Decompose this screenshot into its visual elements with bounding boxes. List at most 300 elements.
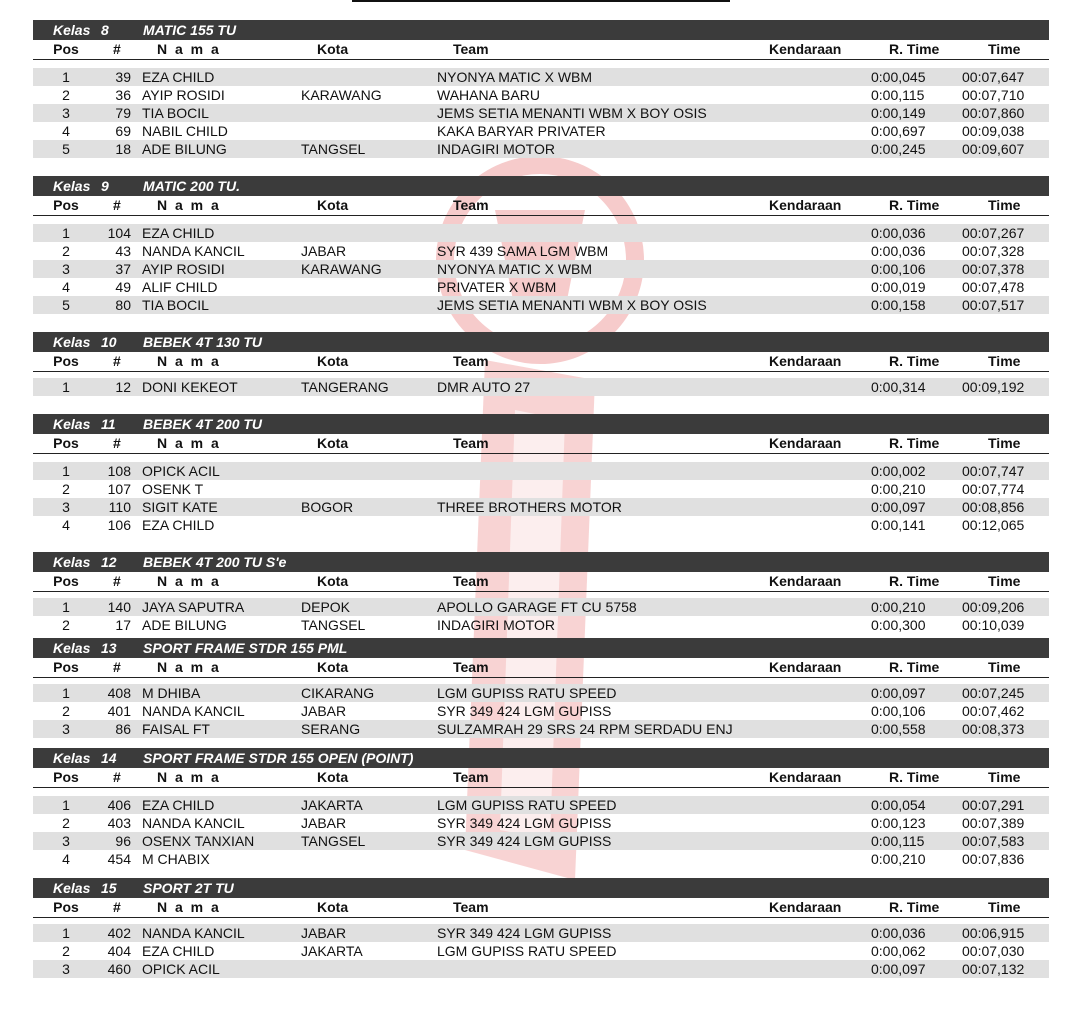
row-pos: 4 — [62, 279, 70, 295]
row-kota: TANGSEL — [301, 141, 366, 157]
results-document — [33, 20, 1049, 978]
row-team: THREE BROTHERS MOTOR — [437, 499, 622, 515]
row-team: LGM GUPISS RATU SPEED — [437, 943, 617, 959]
row-pos: 1 — [62, 463, 70, 479]
row-number: 460 — [107, 961, 131, 977]
row-time: 00:07,774 — [962, 481, 1025, 497]
class-label: Kelas — [53, 416, 91, 432]
table-row — [33, 296, 1049, 314]
column-header-row — [33, 196, 1049, 216]
row-team: LGM GUPISS RATU SPEED — [437, 685, 617, 701]
row-kota: JABAR — [301, 243, 347, 259]
row-team: DMR AUTO 27 — [437, 379, 531, 395]
row-time: 00:07,291 — [962, 797, 1025, 813]
header-kota: Kota — [317, 659, 349, 675]
row-number: 17 — [115, 617, 131, 633]
row-number: 140 — [107, 599, 131, 615]
header-pos: Pos — [53, 899, 79, 915]
class-block — [33, 176, 1049, 314]
header-team: Team — [453, 435, 489, 451]
header-team: Team — [453, 899, 489, 915]
header-nama: N a m a — [157, 659, 221, 675]
table-row — [33, 278, 1049, 296]
row-team: JEMS SETIA MENANTI WBM X BOY OSIS — [437, 105, 707, 121]
table-row — [33, 242, 1049, 260]
class-label: Kelas — [53, 178, 91, 194]
header-kota: Kota — [317, 353, 349, 369]
row-pos: 4 — [62, 517, 70, 533]
row-reaction-time: 0:00,210 — [871, 599, 926, 615]
row-reaction-time: 0:00,097 — [871, 685, 926, 701]
class-header-bar — [33, 176, 1049, 196]
table-row — [33, 122, 1049, 140]
row-kota: JABAR — [301, 815, 347, 831]
row-time: 00:10,039 — [962, 617, 1025, 633]
result-rows — [33, 216, 1049, 314]
row-time: 00:06,915 — [962, 925, 1025, 941]
table-row — [33, 924, 1049, 942]
class-header-bar — [33, 878, 1049, 898]
table-row — [33, 702, 1049, 720]
row-time: 00:07,389 — [962, 815, 1025, 831]
header-kendaraan: Kendaraan — [769, 659, 842, 675]
column-header-row — [33, 352, 1049, 372]
header-time: Time — [988, 435, 1021, 451]
header-team: Team — [453, 41, 489, 57]
header-kota: Kota — [317, 41, 349, 57]
row-pos: 1 — [62, 69, 70, 85]
row-nama: FAISAL FT — [142, 721, 210, 737]
result-rows — [33, 678, 1049, 738]
table-row — [33, 598, 1049, 616]
table-row — [33, 68, 1049, 86]
header-number: # — [113, 353, 121, 369]
row-kota: DEPOK — [301, 599, 351, 615]
class-title: SPORT FRAME STDR 155 PML — [143, 640, 348, 656]
row-nama: EZA CHILD — [142, 225, 215, 241]
row-kota: BOGOR — [301, 499, 354, 515]
class-header-bar — [33, 332, 1049, 352]
class-number: 9 — [101, 178, 109, 194]
class-title: SPORT FRAME STDR 155 OPEN (POINT) — [143, 750, 414, 766]
row-reaction-time: 0:00,002 — [871, 463, 926, 479]
table-row — [33, 814, 1049, 832]
class-block — [33, 552, 1049, 634]
row-number: 39 — [115, 69, 131, 85]
row-reaction-time: 0:00,115 — [871, 87, 925, 103]
result-rows — [33, 788, 1049, 868]
header-number: # — [113, 899, 121, 915]
header-reaction-time: R. Time — [889, 41, 940, 57]
row-time: 00:07,583 — [962, 833, 1025, 849]
header-kendaraan: Kendaraan — [769, 573, 842, 589]
column-header-row — [33, 768, 1049, 788]
row-team: NYONYA MATIC X WBM — [437, 69, 593, 85]
class-number: 12 — [101, 554, 117, 570]
row-pos: 1 — [62, 379, 70, 395]
header-kota: Kota — [317, 769, 349, 785]
row-pos: 1 — [62, 925, 70, 941]
class-label: Kelas — [53, 750, 91, 766]
header-nama: N a m a — [157, 769, 221, 785]
row-pos: 5 — [62, 297, 70, 313]
row-time: 00:07,267 — [962, 225, 1025, 241]
header-reaction-time: R. Time — [889, 899, 940, 915]
row-pos: 4 — [62, 123, 70, 139]
row-time: 00:08,373 — [962, 721, 1025, 737]
header-time: Time — [988, 769, 1021, 785]
row-team: SYR 439 SAMA LGM WBM — [437, 243, 609, 259]
row-reaction-time: 0:00,036 — [871, 243, 926, 259]
header-pos: Pos — [53, 659, 79, 675]
row-time: 00:09,038 — [962, 123, 1025, 139]
header-pos: Pos — [53, 353, 79, 369]
row-number: 106 — [107, 517, 131, 533]
header-time: Time — [988, 659, 1021, 675]
row-number: 49 — [115, 279, 131, 295]
row-number: 79 — [115, 105, 131, 121]
header-number: # — [113, 435, 121, 451]
row-pos: 1 — [62, 599, 70, 615]
header-kota: Kota — [317, 573, 349, 589]
row-nama: M CHABIX — [142, 851, 210, 867]
header-team: Team — [453, 197, 489, 213]
row-reaction-time: 0:00,123 — [871, 815, 926, 831]
row-team: NYONYA MATIC X WBM — [437, 261, 593, 277]
row-nama: ADE BILUNG — [142, 617, 227, 633]
class-header-bar — [33, 414, 1049, 434]
result-rows — [33, 454, 1049, 534]
class-number: 8 — [101, 22, 109, 38]
row-team: SYR 349 424 LGM GUPISS — [437, 925, 612, 941]
header-number: # — [113, 573, 121, 589]
row-time: 00:07,378 — [962, 261, 1025, 277]
table-row — [33, 140, 1049, 158]
row-reaction-time: 0:00,314 — [871, 379, 926, 395]
class-block — [33, 20, 1049, 158]
row-reaction-time: 0:00,558 — [871, 721, 926, 737]
row-kota: JAKARTA — [301, 797, 363, 813]
header-team: Team — [453, 659, 489, 675]
row-reaction-time: 0:00,019 — [871, 279, 926, 295]
row-time: 00:07,747 — [962, 463, 1025, 479]
row-reaction-time: 0:00,097 — [871, 499, 926, 515]
row-pos: 2 — [62, 617, 70, 633]
row-reaction-time: 0:00,149 — [871, 105, 926, 121]
row-nama: OPICK ACIL — [142, 961, 220, 977]
header-reaction-time: R. Time — [889, 353, 940, 369]
row-nama: AYIP ROSIDI — [142, 87, 225, 103]
header-reaction-time: R. Time — [889, 659, 940, 675]
row-time: 00:08,856 — [962, 499, 1025, 515]
row-number: 12 — [115, 379, 131, 395]
row-nama: DONI KEKEOT — [142, 379, 238, 395]
table-row — [33, 104, 1049, 122]
row-reaction-time: 0:00,210 — [871, 481, 926, 497]
row-time: 00:12,065 — [962, 517, 1025, 533]
result-rows — [33, 592, 1049, 634]
row-number: 408 — [107, 685, 131, 701]
row-time: 00:09,206 — [962, 599, 1025, 615]
row-nama: NANDA KANCIL — [142, 815, 245, 831]
column-header-row — [33, 658, 1049, 678]
row-team: INDAGIRI MOTOR — [437, 141, 555, 157]
header-reaction-time: R. Time — [889, 197, 940, 213]
row-nama: M DHIBA — [142, 685, 201, 701]
row-nama: JAYA SAPUTRA — [142, 599, 245, 615]
row-kota: JABAR — [301, 703, 347, 719]
row-reaction-time: 0:00,141 — [871, 517, 926, 533]
header-number: # — [113, 41, 121, 57]
row-team: APOLLO GARAGE FT CU 5758 — [437, 599, 637, 615]
row-number: 401 — [107, 703, 131, 719]
table-row — [33, 462, 1049, 480]
row-time: 00:07,245 — [962, 685, 1025, 701]
row-pos: 3 — [62, 961, 70, 977]
row-nama: EZA CHILD — [142, 517, 215, 533]
table-row — [33, 960, 1049, 978]
header-time: Time — [988, 353, 1021, 369]
row-reaction-time: 0:00,300 — [871, 617, 926, 633]
class-title: MATIC 155 TU — [143, 22, 237, 38]
table-row — [33, 480, 1049, 498]
row-kota: SERANG — [301, 721, 361, 737]
class-number: 15 — [101, 880, 117, 896]
row-time: 00:07,030 — [962, 943, 1025, 959]
row-reaction-time: 0:00,245 — [871, 141, 926, 157]
header-time: Time — [988, 573, 1021, 589]
row-pos: 2 — [62, 481, 70, 497]
row-kota: KARAWANG — [301, 261, 382, 277]
header-pos: Pos — [53, 41, 79, 57]
header-nama: N a m a — [157, 353, 221, 369]
row-time: 00:07,860 — [962, 105, 1025, 121]
header-team: Team — [453, 353, 489, 369]
result-rows — [33, 60, 1049, 158]
header-kota: Kota — [317, 899, 349, 915]
row-kota: JAKARTA — [301, 943, 363, 959]
row-number: 96 — [115, 833, 131, 849]
row-number: 104 — [107, 225, 131, 241]
table-row — [33, 260, 1049, 278]
column-header-row — [33, 898, 1049, 918]
row-reaction-time: 0:00,097 — [871, 961, 926, 977]
class-number: 11 — [101, 416, 116, 432]
header-nama: N a m a — [157, 899, 221, 915]
row-number: 110 — [108, 499, 131, 515]
row-pos: 3 — [62, 721, 70, 737]
row-team: SYR 349 424 LGM GUPISS — [437, 703, 612, 719]
row-team: SULZAMRAH 29 SRS 24 RPM SERDADU ENJ — [437, 721, 733, 737]
row-team: PRIVATER X WBM — [437, 279, 557, 295]
row-pos: 2 — [62, 703, 70, 719]
class-label: Kelas — [53, 22, 91, 38]
column-header-row — [33, 434, 1049, 454]
header-kota: Kota — [317, 435, 349, 451]
row-number: 454 — [107, 851, 131, 867]
header-nama: N a m a — [157, 197, 221, 213]
table-row — [33, 684, 1049, 702]
class-header-bar — [33, 20, 1049, 40]
result-rows — [33, 372, 1049, 396]
row-nama: OSENX TANXIAN — [142, 833, 255, 849]
row-nama: OPICK ACIL — [142, 463, 220, 479]
row-number: 43 — [115, 243, 131, 259]
row-pos: 3 — [62, 499, 70, 515]
header-time: Time — [988, 197, 1021, 213]
row-pos: 3 — [62, 261, 70, 277]
class-number: 13 — [101, 640, 117, 656]
class-title: BEBEK 4T 200 TU S'e — [143, 554, 287, 570]
row-nama: NANDA KANCIL — [142, 925, 245, 941]
class-block — [33, 332, 1049, 396]
class-block — [33, 414, 1049, 534]
class-title: BEBEK 4T 130 TU — [143, 334, 263, 350]
row-number: 69 — [115, 123, 131, 139]
column-header-row — [33, 40, 1049, 60]
row-reaction-time: 0:00,115 — [871, 833, 925, 849]
row-team: WAHANA BARU — [437, 87, 540, 103]
row-pos: 1 — [62, 225, 70, 241]
row-team: LGM GUPISS RATU SPEED — [437, 797, 617, 813]
row-number: 108 — [107, 463, 131, 479]
row-reaction-time: 0:00,054 — [871, 797, 926, 813]
row-number: 406 — [107, 797, 131, 813]
row-nama: AYIP ROSIDI — [142, 261, 225, 277]
header-team: Team — [453, 769, 489, 785]
table-row — [33, 796, 1049, 814]
class-label: Kelas — [53, 334, 91, 350]
header-number: # — [113, 769, 121, 785]
row-time: 00:07,462 — [962, 703, 1025, 719]
row-kota: JABAR — [301, 925, 347, 941]
table-row — [33, 516, 1049, 534]
class-header-bar — [33, 748, 1049, 768]
row-time: 00:07,710 — [962, 87, 1025, 103]
table-row — [33, 850, 1049, 868]
row-nama: NANDA KANCIL — [142, 703, 245, 719]
table-row — [33, 942, 1049, 960]
table-row — [33, 378, 1049, 396]
row-pos: 1 — [62, 797, 70, 813]
row-reaction-time: 0:00,158 — [871, 297, 926, 313]
row-pos: 2 — [62, 815, 70, 831]
row-nama: TIA BOCIL — [142, 105, 209, 121]
row-number: 402 — [107, 925, 131, 941]
top-rule — [352, 0, 730, 2]
row-number: 80 — [115, 297, 131, 313]
row-time: 00:07,328 — [962, 243, 1025, 259]
class-block — [33, 638, 1049, 738]
table-row — [33, 832, 1049, 850]
row-kota: TANGSEL — [301, 617, 366, 633]
header-pos: Pos — [53, 435, 79, 451]
class-label: Kelas — [53, 640, 91, 656]
table-row — [33, 86, 1049, 104]
row-number: 107 — [107, 481, 131, 497]
row-team: JEMS SETIA MENANTI WBM X BOY OSIS — [437, 297, 707, 313]
row-nama: EZA CHILD — [142, 69, 215, 85]
row-pos: 1 — [62, 685, 70, 701]
row-kota: KARAWANG — [301, 87, 382, 103]
row-time: 00:07,836 — [962, 851, 1025, 867]
row-time: 00:07,132 — [962, 961, 1025, 977]
class-label: Kelas — [53, 880, 91, 896]
row-team: SYR 349 424 LGM GUPISS — [437, 833, 612, 849]
row-nama: EZA CHILD — [142, 797, 215, 813]
row-nama: OSENK T — [142, 481, 204, 497]
header-reaction-time: R. Time — [889, 573, 940, 589]
class-title: BEBEK 4T 200 TU — [143, 416, 263, 432]
row-nama: ADE BILUNG — [142, 141, 227, 157]
header-kendaraan: Kendaraan — [769, 197, 842, 213]
header-number: # — [113, 197, 121, 213]
table-row — [33, 616, 1049, 634]
result-rows — [33, 918, 1049, 978]
row-reaction-time: 0:00,036 — [871, 925, 926, 941]
row-time: 00:07,517 — [962, 297, 1025, 313]
table-row — [33, 720, 1049, 738]
row-reaction-time: 0:00,106 — [871, 703, 926, 719]
class-title: MATIC 200 TU. — [143, 178, 240, 194]
table-row — [33, 224, 1049, 242]
class-block — [33, 878, 1049, 978]
class-label: Kelas — [53, 554, 91, 570]
row-number: 403 — [107, 815, 131, 831]
row-nama: NABIL CHILD — [142, 123, 228, 139]
class-number: 14 — [101, 750, 117, 766]
header-kendaraan: Kendaraan — [769, 769, 842, 785]
header-kota: Kota — [317, 197, 349, 213]
header-number: # — [113, 659, 121, 675]
header-time: Time — [988, 899, 1021, 915]
header-reaction-time: R. Time — [889, 769, 940, 785]
row-kota: CIKARANG — [301, 685, 375, 701]
table-row — [33, 498, 1049, 516]
header-time: Time — [988, 41, 1021, 57]
header-pos: Pos — [53, 573, 79, 589]
row-pos: 5 — [62, 141, 70, 157]
row-nama: NANDA KANCIL — [142, 243, 245, 259]
class-number: 10 — [101, 334, 117, 350]
row-pos: 2 — [62, 943, 70, 959]
row-reaction-time: 0:00,106 — [871, 261, 926, 277]
class-header-bar — [33, 552, 1049, 572]
row-reaction-time: 0:00,210 — [871, 851, 926, 867]
row-time: 00:09,192 — [962, 379, 1025, 395]
row-time: 00:07,478 — [962, 279, 1025, 295]
class-block — [33, 748, 1049, 868]
header-nama: N a m a — [157, 41, 221, 57]
column-header-row — [33, 572, 1049, 592]
row-pos: 4 — [62, 851, 70, 867]
header-nama: N a m a — [157, 435, 221, 451]
header-kendaraan: Kendaraan — [769, 435, 842, 451]
row-reaction-time: 0:00,045 — [871, 69, 926, 85]
row-number: 18 — [115, 141, 131, 157]
row-number: 36 — [115, 87, 131, 103]
row-team: INDAGIRI MOTOR — [437, 617, 555, 633]
row-team: SYR 349 424 LGM GUPISS — [437, 815, 612, 831]
header-team: Team — [453, 573, 489, 589]
header-kendaraan: Kendaraan — [769, 41, 842, 57]
row-nama: ALIF CHILD — [142, 279, 218, 295]
class-title: SPORT 2T TU — [143, 880, 234, 896]
row-team: KAKA BARYAR PRIVATER — [437, 123, 606, 139]
header-pos: Pos — [53, 197, 79, 213]
header-kendaraan: Kendaraan — [769, 899, 842, 915]
row-number: 37 — [115, 261, 131, 277]
